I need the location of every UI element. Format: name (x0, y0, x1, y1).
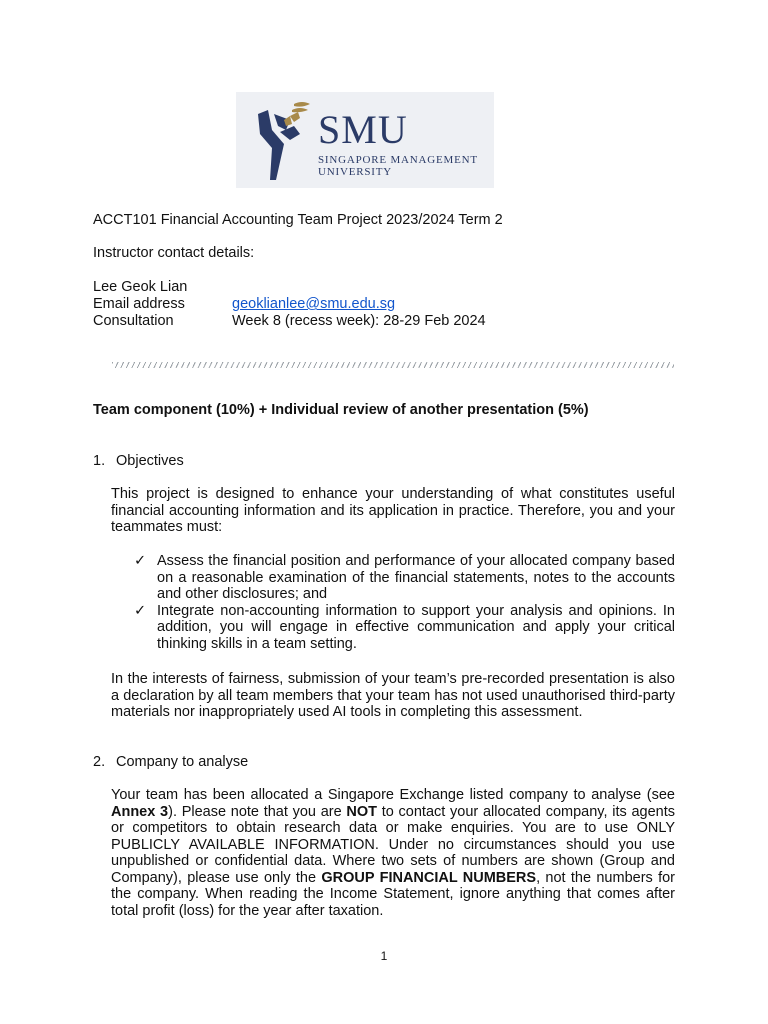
annex-reference: Annex 3 (111, 803, 169, 820)
section-1-number: 1. (93, 453, 106, 469)
instructor-heading: Instructor contact details: (93, 245, 255, 261)
smu-lion-emblem-icon (250, 100, 316, 182)
checkmark-icon: ✓ (134, 602, 147, 619)
company-text-a: Your team has been allocated a Singapore Exchange listed company to analyse (see (111, 787, 675, 803)
document-title: ACCT101 Financial Accounting Team Project 2023/2024 Term 2 (93, 212, 503, 228)
logo-subtitle-line2: UNIVERSITY (318, 166, 392, 178)
objectives-intro: This project is designed to enhance your understanding of what constitutes useful financial accounting information and its application in practice. Therefore, you and your teammates must: (111, 486, 675, 535)
objective-2-text: Integrate non-accounting information to support your analysis and opinions. In addition, you will engage in effective communication and apply your critical thinking skills in a team setting. (157, 602, 675, 652)
smu-logo (236, 92, 494, 188)
list-item (134, 603, 675, 653)
checkmark-icon: ✓ (134, 553, 147, 569)
component-heading: Team component (10%) + Individual review of another presentation (5%) (93, 402, 589, 418)
section-divider (112, 362, 674, 368)
consultation-value: Week 8 (recess week): 28-29 Feb 2024 (232, 313, 486, 329)
email-link[interactable]: geoklianlee@smu.edu.sg (232, 296, 396, 312)
company-text-e: to contact your allocated company, its agents or competitors to obtain research data or make enquiries. You are to use ONLY PUBLICLY AVAILABLE INFORMATION. Under no circumstances should you use unpublished or confidential data. Where two sets of numbers are shown (Group and Company), please use only the (111, 803, 675, 886)
section-1-title: Objectives (116, 453, 184, 469)
section-2-title: Company to analyse (116, 754, 249, 770)
logo-subtitle-line1: SINGAPORE MANAGEMENT (318, 154, 478, 166)
section-2-heading (93, 754, 248, 771)
section-1-heading (93, 453, 184, 470)
section-2-number: 2. (93, 754, 106, 770)
not-emphasis: NOT (346, 803, 377, 820)
objectives-list (134, 553, 675, 652)
group-numbers-emphasis: GROUP FINANCIAL NUMBERS (321, 869, 537, 886)
fairness-paragraph: In the interests of fairness, submission of your team’s pre-recorded presentation is also a declaration by all team members that your team has not used unauthorised third-party materials nor inappropriately used AI tools in completing this assessment. (111, 671, 675, 720)
company-text-g: , not the numbers for the company. When reading the Income Statement, ignore anything that comes after total profit (loss) for the year after taxation. (111, 869, 676, 919)
email-label: Email address (93, 296, 185, 312)
logo-wordmark: SMU (318, 107, 408, 152)
instructor-name: Lee Geok Lian (93, 279, 188, 295)
company-paragraph (111, 787, 675, 919)
consultation-label: Consultation (93, 313, 174, 329)
objective-1-text: Assess the financial position and performance of your allocated company based on a reasonable examination of the financial statements, notes to the accounts and other disclosures; and (157, 553, 675, 602)
page-number: 1 (380, 949, 388, 963)
list-item (134, 553, 675, 603)
company-text-c: ). Please note that you are (168, 803, 347, 820)
